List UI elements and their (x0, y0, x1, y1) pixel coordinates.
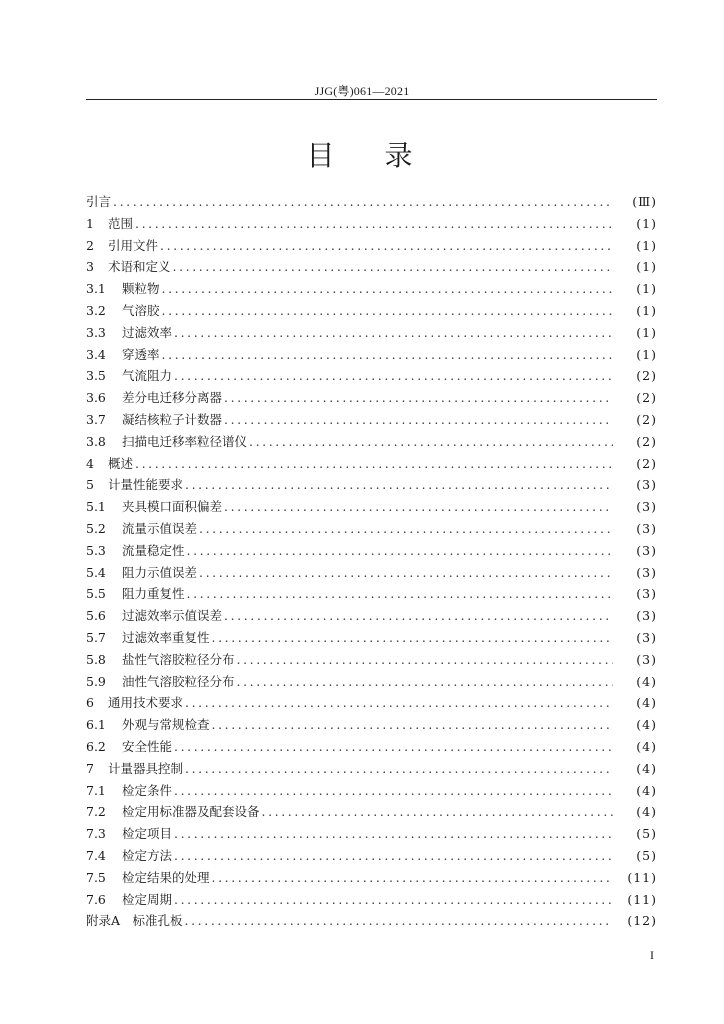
toc-dot-leader (174, 322, 613, 344)
toc-entry-page: (4) (636, 738, 657, 754)
toc-entry-page: (2) (636, 455, 657, 471)
toc-entry[interactable] (86, 256, 657, 278)
toc-entry-page: (4) (636, 673, 657, 689)
toc-dot-leader (262, 801, 613, 823)
toc-entry-number: 3 (86, 259, 94, 275)
toc-entry-page: (3) (636, 520, 657, 536)
toc-entry-number: 5.5 (86, 586, 106, 602)
toc-dot-leader (187, 583, 613, 605)
toc-entry-label: 安全性能 (122, 738, 173, 754)
page-number: I (650, 948, 654, 962)
header-rule (86, 99, 657, 100)
toc-entry-label: 检定周期 (122, 891, 173, 907)
toc-entry-label: 过滤效率示值误差 (122, 608, 223, 624)
toc-entry-page: (3) (636, 629, 657, 645)
toc-entry-number: 3.3 (86, 324, 106, 340)
toc-dot-leader (199, 562, 613, 584)
toc-entry-page: (2) (636, 390, 657, 406)
toc-dot-leader (160, 235, 613, 257)
toc-entry-page: (12) (627, 913, 657, 929)
toc-entry-label: 检定结果的处理 (122, 869, 210, 885)
toc-entry-page: (3) (636, 586, 657, 602)
toc-entry-number: 7.6 (86, 891, 106, 907)
page-title: 目录 (306, 139, 463, 172)
toc-entry-number: 7 (86, 760, 94, 776)
toc-entry-number: 5.7 (86, 629, 106, 645)
toc-dot-leader (135, 213, 613, 235)
toc-entry[interactable] (86, 801, 657, 823)
toc-entry[interactable] (86, 235, 657, 257)
toc-entry[interactable] (86, 889, 657, 911)
toc-dot-leader (162, 344, 613, 366)
toc-entry-label: 范围 (108, 215, 134, 231)
toc-dot-leader (224, 387, 613, 409)
toc-entry[interactable] (86, 344, 657, 366)
toc-entry-label: 颗粒物 (122, 281, 160, 297)
toc-entry-page: (11) (627, 891, 657, 907)
toc-entry[interactable] (86, 496, 657, 518)
toc-entry-label: 差分电迁移分离器 (122, 390, 223, 406)
toc-entry-label: 盐性气溶胶粒径分布 (122, 651, 235, 667)
toc-dot-leader (174, 365, 613, 387)
toc-entry[interactable] (86, 627, 657, 649)
toc-entry-page: (2) (636, 433, 657, 449)
toc-entry-page: (1) (636, 215, 657, 231)
toc-entry-page: (2) (636, 368, 657, 384)
toc-dot-leader (185, 758, 613, 780)
toc-entry[interactable] (86, 278, 657, 300)
toc-entry-page: (11) (627, 869, 657, 885)
toc-entry[interactable] (86, 191, 657, 213)
toc-dot-leader (224, 605, 613, 627)
toc-entry-page: (5) (636, 847, 657, 863)
toc-entry-number: 5 (86, 477, 94, 493)
toc-entry-number: 5.6 (86, 608, 106, 624)
toc-entry-label: 检定用标准器及配套设备 (122, 804, 260, 820)
toc-entry-page: (1) (636, 346, 657, 362)
toc-entry-number: 5.2 (86, 520, 106, 536)
toc-entry-label: 阻力示值误差 (122, 564, 198, 580)
toc-entry[interactable] (86, 453, 657, 475)
toc-entry-label: 通用技术要求 (108, 695, 184, 711)
toc-dot-leader (187, 540, 613, 562)
document-header-code: JJG(粤)061—2021 (314, 84, 410, 98)
toc-entry[interactable] (86, 213, 657, 235)
toc-entry-page: (3) (636, 651, 657, 667)
toc-entry-number: 3.6 (86, 390, 106, 406)
toc-entry-page: (1) (636, 281, 657, 297)
toc-entry-label: 夹具模口面积偏差 (122, 499, 223, 515)
toc-entry[interactable] (86, 671, 657, 693)
toc-entry-label: 过滤效率重复性 (122, 629, 210, 645)
toc-entry-number: 3.2 (86, 302, 106, 318)
toc-entry[interactable] (86, 474, 657, 496)
toc-entry[interactable] (86, 387, 657, 409)
toc-entry-label: 检定条件 (122, 782, 173, 798)
toc-entry-number: 6.1 (86, 717, 106, 733)
toc-entry-page: (Ⅲ) (632, 194, 657, 209)
toc-entry[interactable] (86, 540, 657, 562)
toc-entry-label: 阻力重复性 (122, 586, 185, 602)
toc-entry-number: 1 (86, 215, 94, 231)
toc-entry[interactable] (86, 322, 657, 344)
toc-dot-leader (162, 300, 613, 322)
toc-entry[interactable] (86, 736, 657, 758)
toc-entry[interactable] (86, 910, 657, 932)
toc-entry-page: (4) (636, 804, 657, 820)
toc-entry-number: 6 (86, 695, 94, 711)
toc-entry-label: 流量示值误差 (122, 520, 198, 536)
toc-entry[interactable] (86, 605, 657, 627)
toc-entry-number: 4 (86, 455, 94, 471)
toc-entry[interactable] (86, 758, 657, 780)
toc-entry[interactable] (86, 431, 657, 453)
toc-entry-page: (3) (636, 608, 657, 624)
toc-entry-label: 检定项目 (122, 826, 173, 842)
toc-dot-leader (224, 409, 613, 431)
toc-entry-label: 扫描电迁移率粒径谱仪 (122, 433, 248, 449)
toc-entry-page: (4) (636, 782, 657, 798)
table-of-contents (86, 191, 657, 932)
toc-dot-leader (237, 671, 613, 693)
toc-entry-number: 5.9 (86, 673, 106, 689)
toc-entry-number: 3.4 (86, 346, 106, 362)
toc-dot-leader (224, 496, 613, 518)
toc-entry-label: 气溶胶 (122, 302, 160, 318)
toc-entry[interactable] (86, 649, 657, 671)
toc-entry-number: 5.1 (86, 499, 106, 515)
toc-dot-leader (185, 692, 613, 714)
toc-entry-page: (3) (636, 477, 657, 493)
toc-entry-label: 概述 (108, 455, 134, 471)
toc-dot-leader (173, 256, 613, 278)
toc-entry-label: 计量性能要求 (108, 477, 184, 493)
toc-entry-page: (3) (636, 499, 657, 515)
toc-entry[interactable] (86, 365, 657, 387)
toc-entry-page: (3) (636, 542, 657, 558)
toc-entry[interactable] (86, 692, 657, 714)
toc-entry-number: 5.8 (86, 651, 106, 667)
toc-entry-label: 检定方法 (122, 847, 173, 863)
toc-entry-label: 引言 (86, 194, 112, 209)
toc-entry[interactable] (86, 780, 657, 802)
toc-entry-label: 附录A 标准孔板 (86, 913, 183, 929)
toc-dot-leader (199, 518, 613, 540)
toc-dot-leader (174, 736, 613, 758)
toc-dot-leader (185, 910, 613, 932)
toc-entry[interactable] (86, 714, 657, 736)
toc-entry-number: 6.2 (86, 738, 106, 754)
toc-entry-number: 3.5 (86, 368, 106, 384)
toc-dot-leader (174, 823, 613, 845)
toc-entry-page: (2) (636, 411, 657, 427)
toc-entry-number: 3.8 (86, 433, 106, 449)
toc-entry[interactable] (86, 562, 657, 584)
toc-dot-leader (174, 780, 613, 802)
toc-entry-page: (1) (636, 324, 657, 340)
toc-dot-leader (174, 845, 613, 867)
toc-entry-number: 7.4 (86, 847, 106, 863)
toc-entry-label: 计量器具控制 (108, 760, 184, 776)
toc-dot-leader (212, 714, 613, 736)
toc-entry-number: 5.3 (86, 542, 106, 558)
toc-entry-number: 7.1 (86, 782, 106, 798)
toc-entry[interactable] (86, 867, 657, 889)
toc-entry-number: 3.1 (86, 281, 106, 297)
toc-entry-number: 7.2 (86, 804, 106, 820)
toc-entry-number: 7.5 (86, 869, 106, 885)
toc-entry-label: 凝结核粒子计数器 (122, 411, 223, 427)
toc-entry-number: 3.7 (86, 411, 106, 427)
toc-entry-label: 外观与常规检查 (122, 717, 210, 733)
toc-entry-label: 术语和定义 (108, 259, 171, 275)
toc-entry-page: (1) (636, 259, 657, 275)
toc-dot-leader (212, 627, 613, 649)
toc-entry-page: (4) (636, 717, 657, 733)
toc-entry[interactable] (86, 518, 657, 540)
toc-dot-leader (237, 649, 613, 671)
toc-dot-leader (135, 453, 613, 475)
toc-entry[interactable] (86, 845, 657, 867)
toc-entry[interactable] (86, 823, 657, 845)
toc-entry-page: (3) (636, 564, 657, 580)
toc-entry-page: (1) (636, 237, 657, 253)
toc-entry-label: 引用文件 (108, 237, 159, 253)
toc-dot-leader (162, 278, 613, 300)
toc-entry-label: 流量稳定性 (122, 542, 185, 558)
toc-dot-leader (174, 889, 613, 911)
toc-entry-page: (4) (636, 695, 657, 711)
toc-entry-label: 油性气溶胶粒径分布 (122, 673, 235, 689)
toc-entry[interactable] (86, 409, 657, 431)
toc-entry[interactable] (86, 300, 657, 322)
toc-entry-number: 7.3 (86, 826, 106, 842)
toc-dot-leader (212, 867, 613, 889)
toc-dot-leader (249, 431, 613, 453)
toc-entry-page: (5) (636, 826, 657, 842)
toc-entry-label: 气流阻力 (122, 368, 173, 384)
toc-entry-label: 过滤效率 (122, 324, 173, 340)
toc-entry-label: 穿透率 (122, 346, 160, 362)
toc-dot-leader (113, 191, 613, 213)
toc-entry-number: 2 (86, 237, 94, 253)
toc-entry-page: (1) (636, 302, 657, 318)
toc-dot-leader (185, 474, 613, 496)
toc-entry-page: (4) (636, 760, 657, 776)
toc-entry[interactable] (86, 583, 657, 605)
toc-entry-number: 5.4 (86, 564, 106, 580)
